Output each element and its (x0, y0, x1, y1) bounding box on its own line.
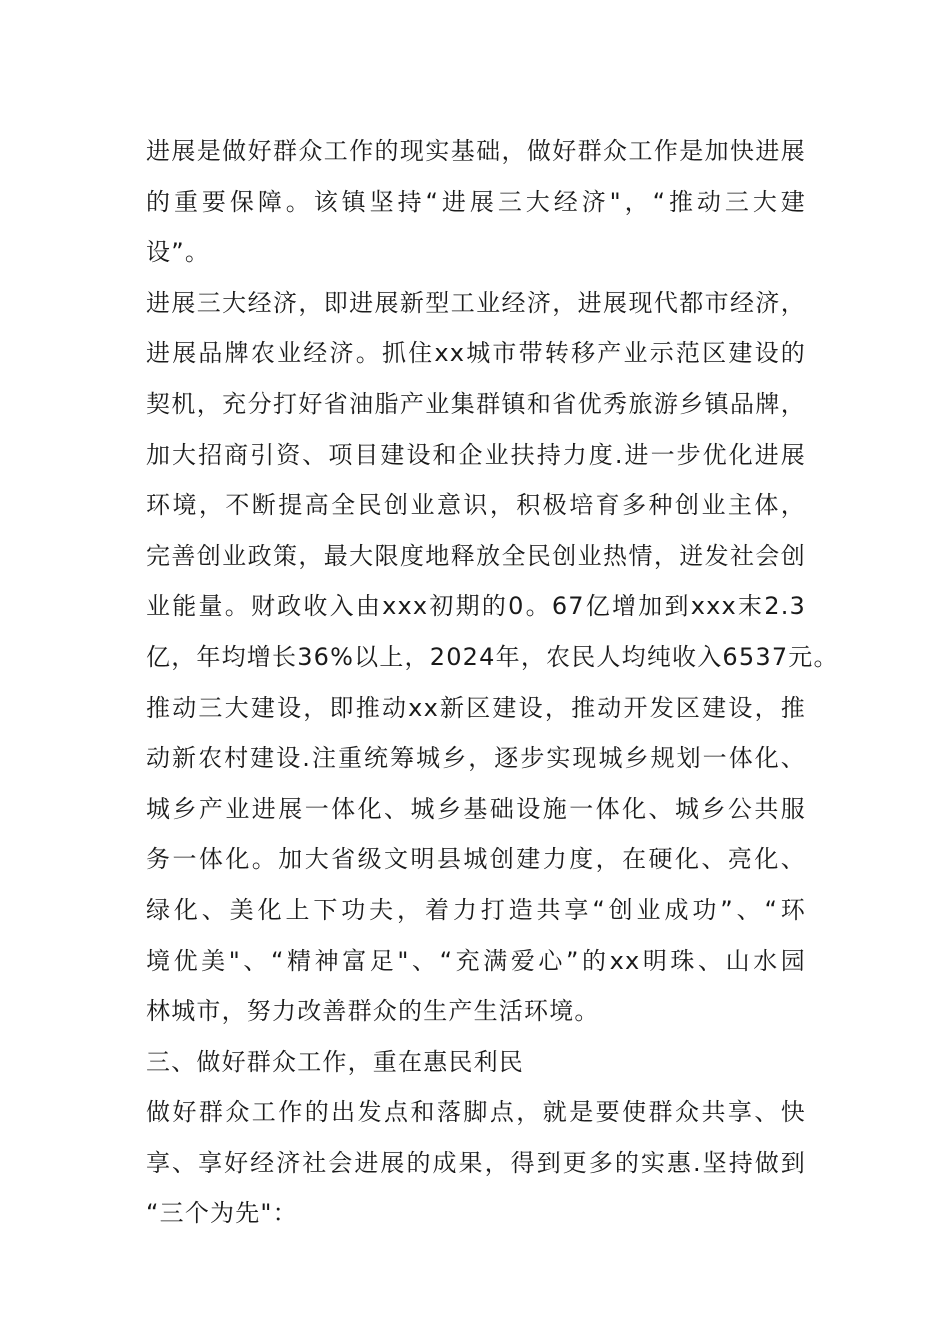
text-line-21: 享、享好经济社会进展的成果，得到更多的实惠.坚持做到 (146, 1148, 806, 1177)
text-line-18: 林城市，努力改善群众的生产生活环境。 (146, 997, 600, 1026)
text-line-8: 环境，不断提高全民创业意识，积极培育多种创业主体， (146, 491, 806, 520)
text-line-7: 加大招商引资、项目建设和企业扶持力度.进一步优化进展 (146, 440, 806, 469)
text-line-10: 业能量。财政收入由xxx初期的0。67亿增加到xxx末2.3 (146, 592, 806, 621)
document-body (146, 126, 839, 1239)
text-line-17: 境优美"、“精神富足"、“充满爱心”的xx明珠、山水园 (146, 946, 806, 975)
text-line-15: 务一体化。加大省级文明县城创建力度，在硬化、亮化、 (146, 845, 806, 874)
section-heading: 三、做好群众工作，重在惠民利民 (146, 1047, 524, 1076)
text-line-9: 完善创业政策，最大限度地释放全民创业热情，迸发社会创 (146, 541, 806, 570)
text-line-20: 做好群众工作的出发点和落脚点，就是要使群众共享、快 (146, 1098, 806, 1127)
text-line-14: 城乡产业进展一体化、城乡基础设施一体化、城乡公共服 (146, 794, 806, 823)
text-line-2: 的重要保障。该镇坚持“进展三大经济"，“推动三大建 (146, 187, 806, 216)
text-line-13: 动新农村建设.注重统筹城乡，逐步实现城乡规划一体化、 (146, 744, 806, 773)
text-line-1: 进展是做好群众工作的现实基础，做好群众工作是加快进展 (146, 137, 806, 165)
text-line-5: 进展品牌农业经济。抓住xx城市带转移产业示范区建设的 (146, 339, 806, 368)
text-line-11: 亿，年均增长36%以上，2024年，农民人均纯收入6537元。 (146, 642, 839, 671)
text-line-6: 契机，充分打好省油脂产业集群镇和省优秀旅游乡镇品牌， (146, 389, 806, 418)
text-line-4: 进展三大经济，即进展新型工业经济，进展现代都市经济， (146, 288, 806, 317)
text-line-3: 设”。 (146, 238, 211, 267)
text-line-22: “三个为先"： (146, 1199, 298, 1228)
text-line-16: 绿化、美化上下功夫，着力打造共享“创业成功”、“环 (146, 895, 806, 924)
text-line-12: 推动三大建设，即推动xx新区建设，推动开发区建设，推 (146, 693, 806, 722)
